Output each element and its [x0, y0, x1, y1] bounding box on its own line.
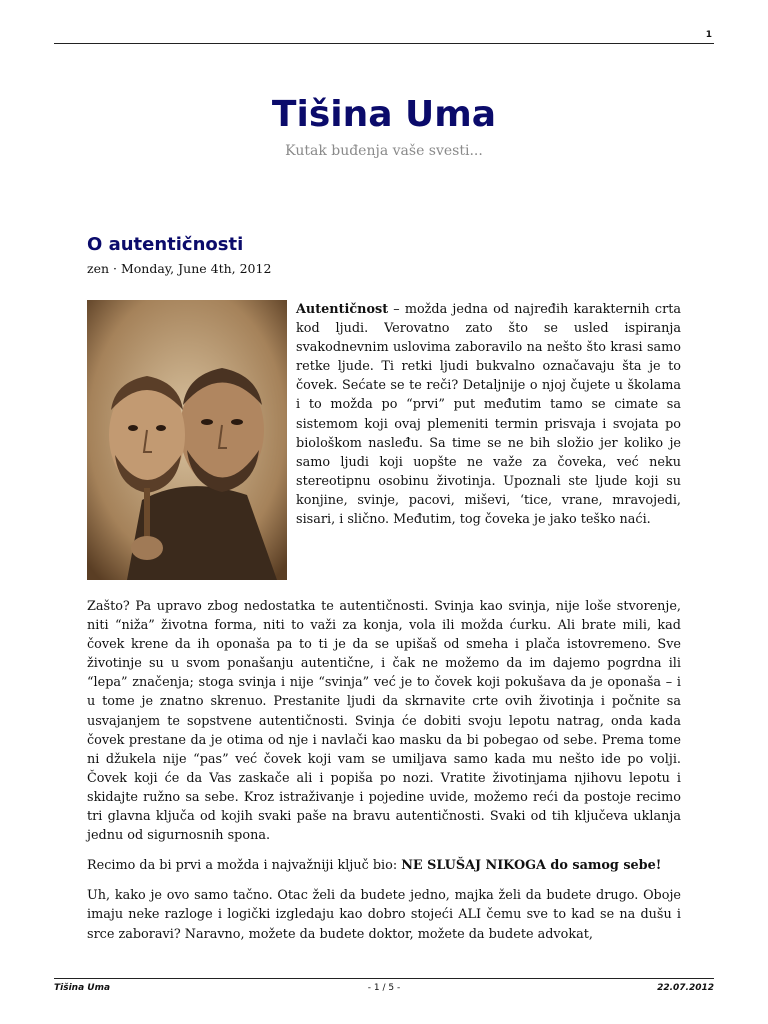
intro-paragraph [296, 300, 681, 529]
intro-bold: Autentičnost [296, 302, 389, 317]
paragraph-3: Uh, kako je ovo samo tačno. Otac želi da budete jedno, majka želi da budete drugo. Oboje imaju neke razloge i logički izgledaju kao dobro stojeći ALI čemu sve to kad se na dušu i srce zaboravi? Naravno, možete da budete doktor, možete da budete advokat, [87, 888, 681, 942]
page-number: 1 [705, 30, 712, 40]
post-meta: zen · Monday, June 4th, 2012 [87, 261, 272, 276]
paragraph-2 [87, 856, 681, 875]
header-rule [54, 43, 714, 44]
footer-rule [54, 978, 714, 979]
footer-date: 22.07.2012 [657, 983, 714, 993]
article-photo [87, 300, 287, 580]
footer-site-name: Tišina Uma [54, 983, 111, 993]
site-title[interactable]: Tišina Uma [271, 94, 497, 135]
two-faces-portrait-image [87, 300, 287, 580]
post-title[interactable]: O autentičnosti [87, 234, 244, 255]
paragraph-2-bold: NE SLUŠAJ NIKOGA do samog sebe! [401, 858, 662, 874]
paragraph-1: Zašto? Pa upravo zbog nedostatka te autentičnosti. Svinja kao svinja, nije loše stvorenje, niti “niža” životna forma, niti to važi za konja, vola ili možda ćurku. Ali brate mili, kad čovek krene da ih oponaša pa to ti je da se upišaš od smeha i plača istovremeno. Sve životinje su u svom ponašanju autentične, i čak ne možemo da im dajemo pogrdna ili “lepa” značenja; stoga svinja i nije “svinja” već je to čovek koji pokušava da je oponaša – i u tome je znatno skrenuo. Prestanite ljudi da skrnavite crte ovih životinja i počnite sa usvajanjem te sopstvene autentičnosti. Svinja će dobiti svoju lepotu natrag, onda kada čovek prestane da je otima od nje i navlači kao masku da bi pobegao od sebe. Prema tome ni džukela nije “pas” već čovek koji vam se umiljava samo kada mu nešto ide po volji. Čovek koji će da Vas zaskače ali i popiša po nozi. Vratite životinjama njihovu lepotu i skidajte ružno sa sebe. Kroz istraživanje i pojedine uvide, možemo reći da postoje recimo tri glavna ključa od kojih svaki paše na bravu autentičnosti. Svaki od tih ključeva uklanja jednu od sigurnosnih spona. [87, 599, 681, 844]
footer-page-count: - 1 / 5 - [367, 983, 401, 993]
intro-text: – možda jedna od najređih karakternih crta kod ljudi. Verovatno zato što se usled ispiranja svakodnevnim uslovima zaboravilo na nešto što krasi samo retke ljude. Ti retki ljudi bukvalno označavaju šta je to čovek. Sećate se te reči? Detaljnije o njoj čujete u školama i to možda po “prvi” put međutim tamo se cimate sa sistemom koji ovaj plemeniti termin prisvaja i svojata po biološkom nasleđu. Sa time se ne bih složio jer koliko je samo ljudi koji uopšte ne važe za čoveka, već neku stereotipnu osobinu životinja. Upoznali ste ljude koji su konjine, svinje, pacovi, miševi, ‘tice, vrane, mravojedi, sisari, i slično. Međutim, tog čoveka je jako teško naći. [296, 302, 681, 528]
article-body [87, 597, 681, 955]
site-tagline: Kutak buđenja vaše svesti... [285, 143, 483, 159]
paragraph-2-text: Recimo da bi prvi a možda i najvažniji ključ bio: [87, 858, 402, 874]
